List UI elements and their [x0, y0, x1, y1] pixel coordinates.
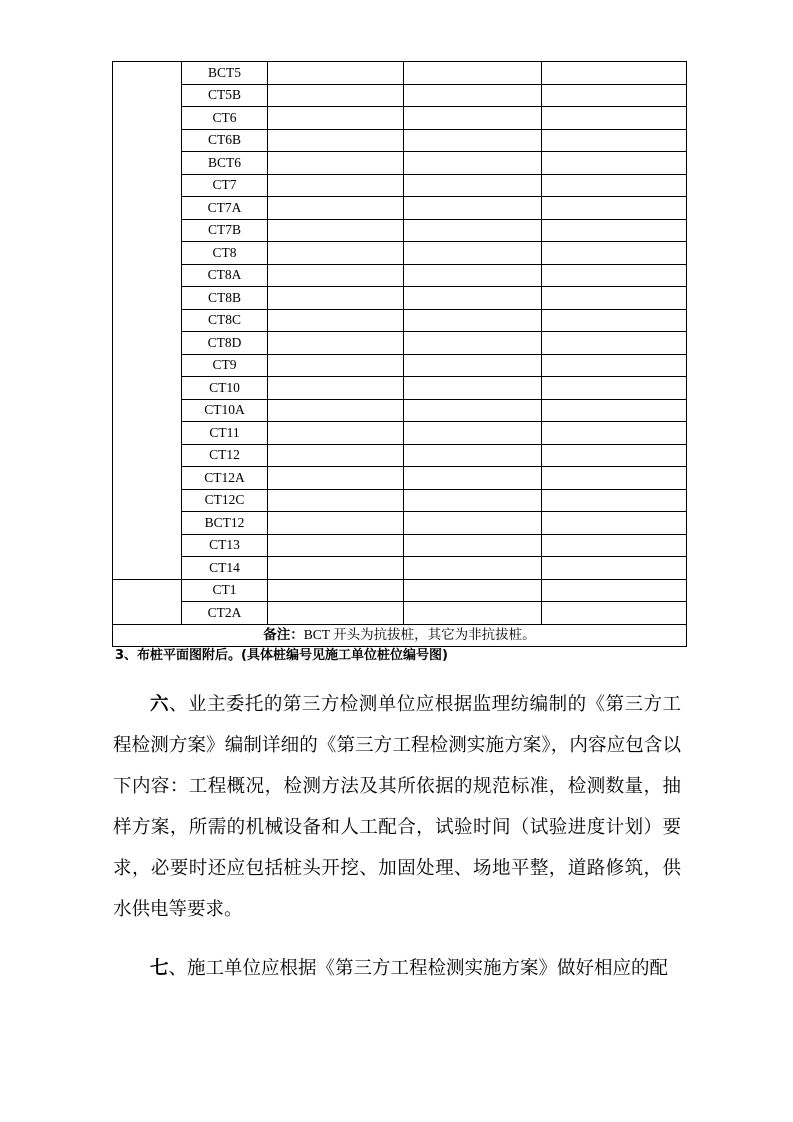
pile-number-cell: CT12A: [182, 467, 268, 490]
pile-data-cell-2: [404, 242, 542, 265]
pile-data-cell-2: [404, 512, 542, 535]
pile-number-cell: CT12: [182, 444, 268, 467]
pile-number-cell: CT7A: [182, 197, 268, 220]
table-row: [113, 174, 687, 197]
pile-data-cell-3: [542, 602, 687, 625]
pile-data-cell-2: [404, 354, 542, 377]
table-row: [113, 264, 687, 287]
pile-data-cell-2: [404, 107, 542, 130]
document-body: [113, 645, 681, 990]
pile-data-cell-3: [542, 152, 687, 175]
pile-schedule-table-container: [112, 61, 682, 647]
table-row: [113, 354, 687, 377]
pile-number-cell: CT13: [182, 534, 268, 557]
pile-data-cell-3: [542, 242, 687, 265]
pile-number-cell: CT1: [182, 579, 268, 602]
pile-table-body: [113, 62, 687, 647]
pile-data-cell-2: [404, 399, 542, 422]
pile-number-cell: CT10: [182, 377, 268, 400]
pile-data-cell-1: [268, 399, 404, 422]
pile-data-cell-3: [542, 219, 687, 242]
pile-number-cell: BCT6: [182, 152, 268, 175]
pile-data-cell-3: [542, 84, 687, 107]
paragraph-text: 、业主委托的第三方检测单位应根据监理纺编制的《第三方工程检测方案》编制详细的《第三方工程检测实施方案》，内容应包含以下内容：工程概况，检测方法及其所依据的规范标准，检测数量，抽样方案，所需的机械设备和人工配合，试验时间（试验进度计划）要求，必要时还应包括桩头开挖、加固处理、场地平整，道路修筑，供水供电等要求。: [113, 695, 681, 920]
pile-data-cell-1: [268, 534, 404, 557]
pile-number-cell: CT7B: [182, 219, 268, 242]
table-row: [113, 197, 687, 220]
pile-data-cell-3: [542, 174, 687, 197]
paragraph-six: [113, 685, 681, 931]
table-row: [113, 534, 687, 557]
table-row: [113, 129, 687, 152]
pile-data-cell-2: [404, 467, 542, 490]
pile-data-cell-2: [404, 534, 542, 557]
pile-data-cell-3: [542, 557, 687, 580]
pile-data-cell-2: [404, 62, 542, 85]
table-row: [113, 152, 687, 175]
table-row: [113, 489, 687, 512]
pile-data-cell-1: [268, 332, 404, 355]
pile-data-cell-2: [404, 197, 542, 220]
pile-data-cell-1: [268, 354, 404, 377]
table-row: [113, 377, 687, 400]
pile-data-cell-1: [268, 422, 404, 445]
pile-number-cell: CT9: [182, 354, 268, 377]
pile-data-cell-3: [542, 377, 687, 400]
pile-data-cell-1: [268, 557, 404, 580]
table-row: [113, 602, 687, 625]
pile-number-cell: CT12C: [182, 489, 268, 512]
pile-data-cell-3: [542, 422, 687, 445]
pile-data-cell-2: [404, 174, 542, 197]
pile-data-cell-3: [542, 534, 687, 557]
pile-data-cell-1: [268, 219, 404, 242]
pile-data-cell-2: [404, 579, 542, 602]
table-row: [113, 399, 687, 422]
pile-data-cell-1: [268, 377, 404, 400]
note-label: 备注：: [263, 627, 304, 643]
pile-data-cell-3: [542, 197, 687, 220]
paragraph-text: 、施工单位应根据《第三方工程检测实施方案》做好相应的配: [168, 959, 669, 979]
pile-data-cell-3: [542, 467, 687, 490]
table-row: [113, 219, 687, 242]
pile-data-cell-1: [268, 84, 404, 107]
pile-data-cell-3: [542, 579, 687, 602]
table-row: [113, 444, 687, 467]
pile-number-cell: CT11: [182, 422, 268, 445]
pile-data-cell-1: [268, 242, 404, 265]
table-note-row: [113, 624, 687, 647]
pile-number-cell: CT8D: [182, 332, 268, 355]
table-row: [113, 242, 687, 265]
table-row: [113, 512, 687, 535]
table-note-cell: [113, 624, 687, 647]
pile-data-cell-1: [268, 489, 404, 512]
pile-number-cell: CT10A: [182, 399, 268, 422]
pile-number-cell: CT2A: [182, 602, 268, 625]
pile-number-cell: CT8: [182, 242, 268, 265]
pile-schedule-table: [112, 61, 687, 647]
pile-data-cell-3: [542, 264, 687, 287]
table-row: [113, 107, 687, 130]
pile-number-cell: BCT5: [182, 62, 268, 85]
heading-pile-layout-plan: 3、布桩平面图附后。(具体桩编号见施工单位桩位编号图): [115, 648, 448, 663]
table-row: [113, 422, 687, 445]
pile-data-cell-1: [268, 152, 404, 175]
paragraph-ordinal: 六: [150, 695, 169, 715]
pile-data-cell-2: [404, 489, 542, 512]
pile-data-cell-2: [404, 444, 542, 467]
pile-data-cell-2: [404, 287, 542, 310]
pile-data-cell-2: [404, 219, 542, 242]
pile-number-cell: CT8C: [182, 309, 268, 332]
pile-number-cell: CT8A: [182, 264, 268, 287]
pile-data-cell-3: [542, 62, 687, 85]
table-row: [113, 557, 687, 580]
table-row: [113, 287, 687, 310]
pile-data-cell-1: [268, 309, 404, 332]
paragraph-seven: [113, 949, 681, 990]
pile-data-cell-2: [404, 602, 542, 625]
note-text: BCT 开头为抗拔桩，其它为非抗拔桩。: [303, 627, 536, 643]
pile-data-cell-1: [268, 444, 404, 467]
table-row: [113, 62, 687, 85]
pile-data-cell-2: [404, 129, 542, 152]
pile-data-cell-1: [268, 197, 404, 220]
pile-data-cell-2: [404, 377, 542, 400]
pile-data-cell-2: [404, 557, 542, 580]
pile-data-cell-3: [542, 309, 687, 332]
pile-data-cell-1: [268, 287, 404, 310]
pile-data-cell-1: [268, 129, 404, 152]
pile-data-cell-1: [268, 467, 404, 490]
pile-number-cell: BCT12: [182, 512, 268, 535]
pile-data-cell-2: [404, 152, 542, 175]
pile-data-cell-1: [268, 264, 404, 287]
pile-number-cell: CT7: [182, 174, 268, 197]
pile-number-cell: CT6B: [182, 129, 268, 152]
pile-data-cell-3: [542, 512, 687, 535]
pile-data-cell-3: [542, 444, 687, 467]
pile-data-cell-3: [542, 287, 687, 310]
pile-number-cell: CT6: [182, 107, 268, 130]
pile-data-cell-1: [268, 107, 404, 130]
pile-group-cell: [113, 579, 182, 624]
pile-data-cell-3: [542, 489, 687, 512]
paragraph-ordinal: 七: [150, 959, 169, 979]
pile-data-cell-3: [542, 129, 687, 152]
pile-data-cell-3: [542, 399, 687, 422]
pile-data-cell-2: [404, 422, 542, 445]
table-row: [113, 84, 687, 107]
pile-number-cell: CT14: [182, 557, 268, 580]
table-row: [113, 467, 687, 490]
table-row: [113, 579, 687, 602]
pile-data-cell-1: [268, 602, 404, 625]
pile-data-cell-3: [542, 107, 687, 130]
pile-data-cell-1: [268, 62, 404, 85]
pile-data-cell-3: [542, 332, 687, 355]
pile-data-cell-1: [268, 579, 404, 602]
pile-data-cell-2: [404, 84, 542, 107]
pile-data-cell-1: [268, 174, 404, 197]
pile-data-cell-1: [268, 512, 404, 535]
table-row: [113, 309, 687, 332]
table-row: [113, 332, 687, 355]
pile-data-cell-2: [404, 309, 542, 332]
pile-number-cell: CT5B: [182, 84, 268, 107]
pile-data-cell-3: [542, 354, 687, 377]
pile-data-cell-2: [404, 264, 542, 287]
pile-group-cell: [113, 62, 182, 580]
pile-data-cell-2: [404, 332, 542, 355]
pile-number-cell: CT8B: [182, 287, 268, 310]
